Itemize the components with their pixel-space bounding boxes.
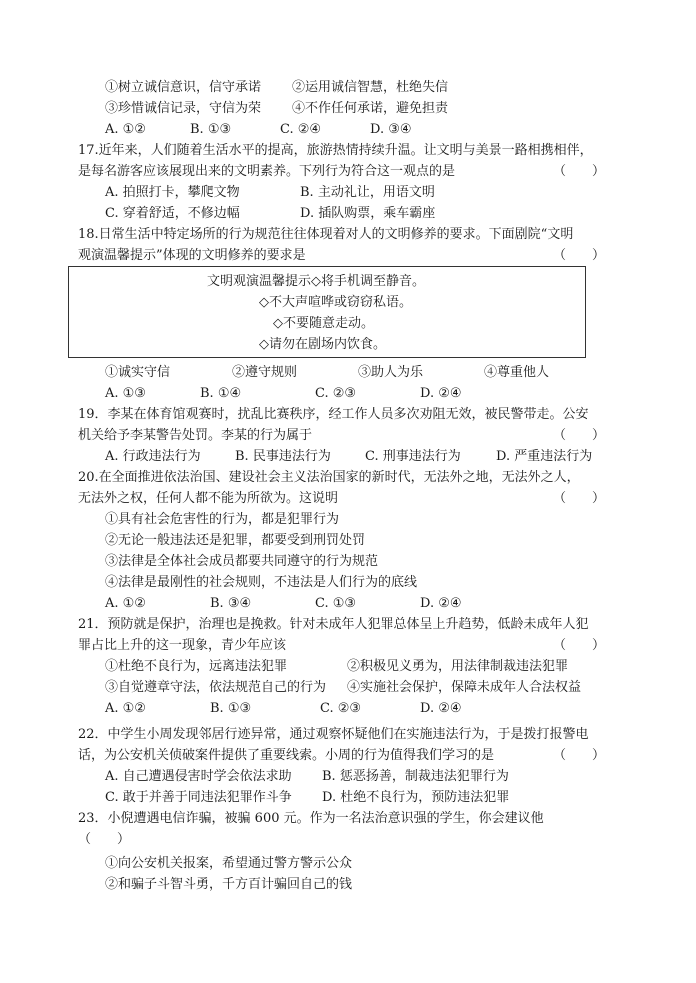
q20-stem-line2: 无法外之权，任何人都不能为所欲为。这说明 <box>78 491 339 506</box>
q20-answer-paren[interactable]: （ ） <box>553 491 606 506</box>
q18-option-d[interactable]: D. ②④ <box>420 386 462 401</box>
notice-line-1: 文明观演温馨提示◇将手机调至静音。 <box>207 274 425 289</box>
q20-option-a[interactable]: A. ①② <box>105 596 146 611</box>
q20-option-d[interactable]: D. ②④ <box>420 596 462 611</box>
notice-line-3: ◇不要随意走动。 <box>273 316 374 331</box>
q20-stmt-1: ①具有社会危害性的行为，都是犯罪行为 <box>105 512 340 527</box>
q22-stem-line2: 话，为公安机关侦破案件提供了重要线索。小周的行为值得我们学习的是 <box>78 748 495 763</box>
q17-option-a[interactable]: A. 拍照打卡，攀爬文物 <box>105 185 240 200</box>
q21-stmt-1: ①杜绝不良行为，远离违法犯罪 <box>105 659 288 674</box>
q21-stmt-2: ②积极见义勇为，用法律制裁违法犯罪 <box>347 659 569 674</box>
theater-notice-box <box>68 266 586 358</box>
q19-stem-line1: 19．李某在体育馆观赛时，扰乱比赛秩序，经工作人员多次劝阻无效，被民警带走。公安 <box>78 407 589 422</box>
q16-option-c[interactable]: C. ②④ <box>280 122 322 137</box>
q21-option-d[interactable]: D. ②④ <box>420 701 462 716</box>
q22-option-b[interactable]: B. 惩恶扬善，制裁违法犯罪行为 <box>322 769 509 784</box>
q16-option-b[interactable]: B. ①③ <box>190 122 232 137</box>
q19-option-d[interactable]: D. 严重违法行为 <box>496 449 593 464</box>
q19-answer-paren[interactable]: （ ） <box>553 428 606 443</box>
q19-option-b[interactable]: B. 民事违法行为 <box>235 449 331 464</box>
q21-stmt-3: ③自觉遵章守法，依法规范自己的行为 <box>105 680 327 695</box>
q18-answer-paren[interactable]: （ ） <box>553 248 606 263</box>
q19-option-a[interactable]: A. 行政违法行为 <box>105 449 201 464</box>
q17-option-d[interactable]: D. 插队购票，乘车霸座 <box>300 206 436 221</box>
q20-stmt-2: ②无论一般违法还是犯罪，都要受到刑罚处罚 <box>105 533 366 548</box>
q22-option-a[interactable]: A. 自己遭遇侵害时学会依法求助 <box>105 769 292 784</box>
q16-stmt-2: ②运用诚信智慧，杜绝失信 <box>292 80 449 95</box>
q18-stem-line1: 18.日常生活中特定场所的行为规范往往体现着对人的文明修养的要求。下面剧院“文明 <box>78 227 574 242</box>
q20-option-b[interactable]: B. ③④ <box>210 596 252 611</box>
q16-option-a[interactable]: A. ①② <box>105 122 146 137</box>
q17-option-b[interactable]: B. 主动礼让，用语文明 <box>300 185 435 200</box>
q23-answer-paren[interactable]: （ ） <box>78 832 131 847</box>
q16-option-d[interactable]: D. ③④ <box>370 122 412 137</box>
q17-stem-line1: 17.近年来，人们随着生活水平的提高，旅游热情持续升温。让文明与美景一路相携相伴， <box>78 143 593 158</box>
q21-answer-paren[interactable]: （ ） <box>553 638 606 653</box>
q19-stem-line2: 机关给予李某警告处罚。李某的行为属于 <box>78 428 313 443</box>
q22-option-c[interactable]: C. 敢于并善于同违法犯罪作斗争 <box>105 790 292 805</box>
notice-line-4: ◇请勿在剧场内饮食。 <box>259 337 386 352</box>
q16-stmt-4: ④不作任何承诺，避免担责 <box>292 101 449 116</box>
q21-stem-line2: 罪占比上升的这一现象，青少年应该 <box>78 638 287 653</box>
q18-option-c[interactable]: C. ②③ <box>315 386 357 401</box>
q19-option-c[interactable]: C. 刑事违法行为 <box>365 449 461 464</box>
q23-stmt-1: ①向公安机关报案，希望通过警方警示公众 <box>105 856 353 871</box>
q21-option-c[interactable]: C. ②③ <box>320 701 362 716</box>
q20-stmt-4: ④法律是最刚性的社会规则，不违法是人们行为的底线 <box>105 575 418 590</box>
q21-option-b[interactable]: B. ①③ <box>210 701 252 716</box>
q23-stmt-2: ②和骗子斗智斗勇，千方百计骗回自己的钱 <box>105 877 353 892</box>
q21-option-a[interactable]: A. ①② <box>105 701 146 716</box>
q18-stmt-2: ②遵守规则 <box>232 365 298 380</box>
q17-answer-paren[interactable]: （ ） <box>553 164 606 179</box>
q18-stmt-1: ①诚实守信 <box>105 365 171 380</box>
q22-answer-paren[interactable]: （ ） <box>553 748 606 763</box>
q16-stmt-1: ①树立诚信意识，信守承诺 <box>105 80 262 95</box>
q21-stem-line1: 21．预防就是保护，治理也是挽救。针对未成年人犯罪总体呈上升趋势，低龄未成年人犯 <box>78 617 589 632</box>
q18-stmt-4: ④尊重他人 <box>484 365 550 380</box>
q18-stem-line2: 观演温馨提示”体现的文明修养的要求是 <box>78 248 306 263</box>
q20-stmt-3: ③法律是全体社会成员都要共同遵守的行为规范 <box>105 554 379 569</box>
q23-stem-line1: 23．小倪遭遇电信诈骗，被骗 600 元。作为一名法治意识强的学生，你会建议他 <box>78 811 544 826</box>
q20-option-c[interactable]: C. ①③ <box>315 596 357 611</box>
q18-option-a[interactable]: A. ①③ <box>105 386 146 401</box>
q22-stem-line1: 22．中学生小周发现邻居行迹异常，通过观察怀疑他们在实施违法行为，于是拨打报警电 <box>78 727 589 742</box>
q18-stmt-3: ③助人为乐 <box>358 365 424 380</box>
q18-option-b[interactable]: B. ①④ <box>200 386 242 401</box>
q16-stmt-3: ③珍惜诚信记录，守信为荣 <box>105 101 262 116</box>
q17-stem-line2: 是每名游客应该展现出来的文明素养。下列行为符合这一观点的是 <box>78 164 456 179</box>
q20-stem-line1: 20.在全面推进依法治国、建设社会主义法治国家的新时代，无法外之地，无法外之人， <box>78 470 580 485</box>
notice-line-2: ◇不大声喧哗或窃窃私语。 <box>259 295 412 310</box>
q22-option-d[interactable]: D. 杜绝不良行为，预防违法犯罪 <box>322 790 510 805</box>
q17-option-c[interactable]: C. 穿着舒适，不修边幅 <box>105 206 240 221</box>
q21-stmt-4: ④实施社会保护，保障未成年人合法权益 <box>347 680 582 695</box>
